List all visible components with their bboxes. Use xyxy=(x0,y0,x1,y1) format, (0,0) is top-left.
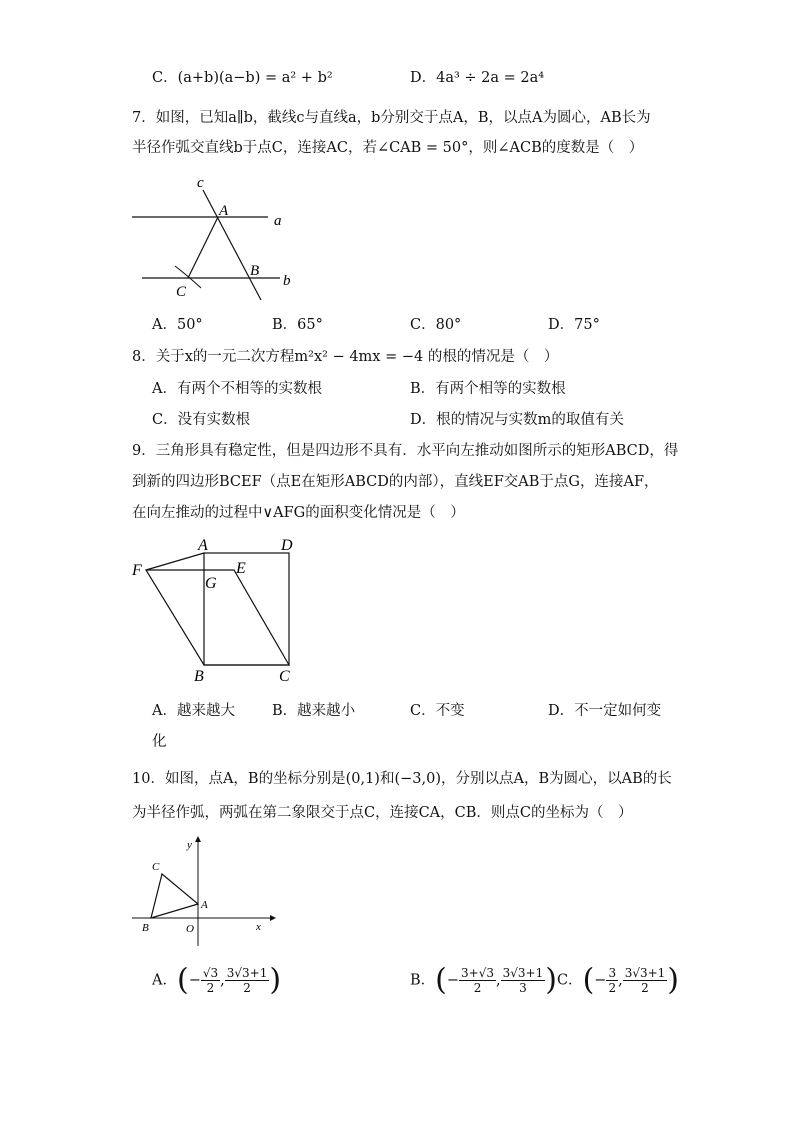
q10-y-arrow xyxy=(195,836,201,842)
q6-option-d: D．4a³ ÷ 2a = 2a⁴ xyxy=(410,70,545,86)
q10-label-a: A xyxy=(201,899,208,911)
q9-label-g: G xyxy=(205,575,217,592)
q9-option-d: D．不一定如何变 xyxy=(548,703,662,719)
q10-option-b: B．(− $\frac{3+√3}{2}$ , $\frac{3√3+1}{3}$ )C．(− $\frac{3}{2}$ , $\frac{3√3+1}{2}$ ) xyxy=(410,962,680,998)
q9-option-a: A．越来越大 xyxy=(152,703,235,719)
q9-text-line3: 在向左推动的过程中∨AFG的面积变化情况是（ ） xyxy=(132,505,465,521)
q7-option-a: A．50° xyxy=(152,317,203,333)
q10-text-line1: 10．如图，点A，B的坐标分别是(0,1)和(−3,0)，分别以点A，B为圆心，以AB的长 xyxy=(132,771,672,787)
q10-label-o: O xyxy=(186,923,194,935)
q7-label-c: c xyxy=(197,175,204,191)
q10-label-y: y xyxy=(187,839,192,851)
q10-label-x: x xyxy=(256,921,261,933)
q9-label-b: B xyxy=(194,668,204,685)
q8-option-c: C．没有实数根 xyxy=(152,412,251,428)
q7-label-point-b: B xyxy=(250,263,260,279)
q10-text-line2: 为半径作弧，两弧在第二象限交于点C，连接CA，CB．则点C的坐标为（ ） xyxy=(132,805,633,821)
q9-label-f: F xyxy=(132,562,142,579)
q8-option-b: B．有两个相等的实数根 xyxy=(410,381,566,397)
q7-label-point-c: C xyxy=(176,284,187,300)
q10-option-c-x: $\frac{3}{2}$ xyxy=(608,966,617,995)
q9-option-b: B．越来越小 xyxy=(272,703,356,719)
q7-option-b: B．65° xyxy=(272,317,323,333)
q9-segment-af xyxy=(146,553,204,570)
q7-text-line2: 半径作弧交直线b于点C，连接AC，若∠CAB = 50°，则∠ACB的度数是（ ） xyxy=(132,140,644,156)
q9-option-d-wrap: 化 xyxy=(152,734,167,750)
q10-option-b-x: $\frac{3+√3}{2}$ xyxy=(461,966,495,995)
q7-text-line1: 7．如图，已知a∥b，截线c与直线a，b分别交于点A，B，以点A为圆心，AB长为 xyxy=(132,110,651,126)
q9-text-line1: 9．三角形具有稳定性，但是四边形不具有．水平向左推动如图所示的矩形ABCD，得 xyxy=(132,443,679,459)
q9-label-a: A xyxy=(198,537,208,554)
q7-label-b-line: b xyxy=(283,273,291,289)
q9-option-c: C．不变 xyxy=(410,703,465,719)
q9-label-d: D xyxy=(281,537,293,554)
q7-figure xyxy=(128,170,308,300)
q10-triangle-abc xyxy=(151,874,198,918)
q10-label-c: C xyxy=(152,861,160,873)
q10-option-a-x: $\frac{√3}{2}$ xyxy=(202,966,219,995)
q10-x-arrow xyxy=(270,915,276,921)
q8-option-a: A．有两个不相等的实数根 xyxy=(152,381,322,397)
q10-option-c-label: C． xyxy=(556,972,583,989)
q7-segment-ac xyxy=(188,217,218,278)
q10-label-b: B xyxy=(142,922,149,934)
q10-figure xyxy=(128,834,278,946)
q7-option-d: D．75° xyxy=(548,317,600,333)
q7-option-c: C．80° xyxy=(410,317,462,333)
q9-figure xyxy=(128,533,308,688)
q7-label-a-line: a xyxy=(274,213,282,229)
q10-option-a-y: $\frac{3√3+1}{2}$ xyxy=(226,966,268,995)
q7-label-point-a: A xyxy=(219,203,229,219)
q9-label-c: C xyxy=(279,668,290,685)
q6-option-c: C．(a+b)(a−b) = a² + b² xyxy=(152,70,333,86)
q9-text-line2: 到新的四边形BCEF（点E在矩形ABCD的内部），直线EF交AB于点G，连接AF， xyxy=(132,474,659,490)
q9-label-e: E xyxy=(236,560,246,577)
q10-option-a: A．(− $\frac{√3}{2}$ , $\frac{3√3+1}{2}$ ) xyxy=(152,962,282,998)
q8-text-line1: 8．关于x的一元二次方程m²x² − 4mx = −4 的根的情况是（ ） xyxy=(132,349,559,365)
q10-option-b-y: $\frac{3√3+1}{3}$ xyxy=(502,966,544,995)
q10-option-c-y: $\frac{3√3+1}{2}$ xyxy=(624,966,666,995)
q8-option-d: D．根的情况与实数m的取值有关 xyxy=(410,412,624,428)
q7-line-c xyxy=(203,190,261,300)
q9-quad-bcef xyxy=(146,570,289,665)
